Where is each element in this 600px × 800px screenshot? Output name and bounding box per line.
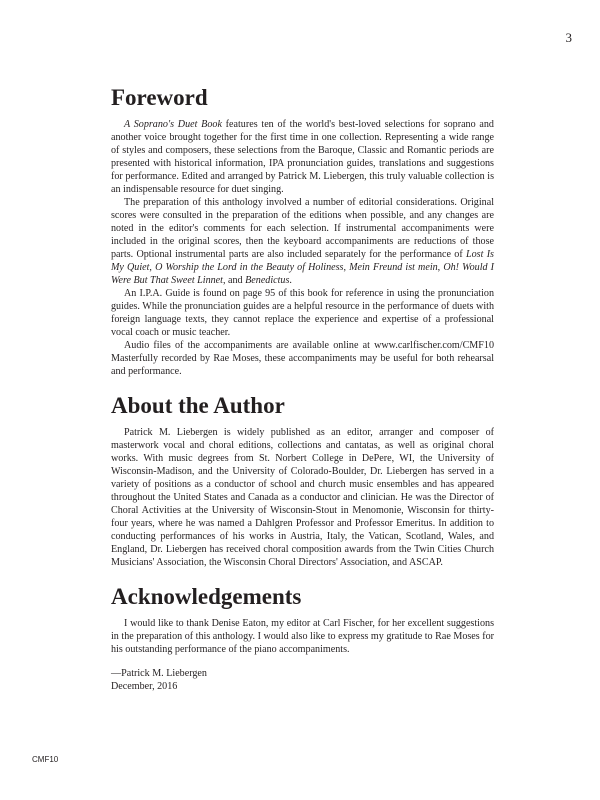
- foreword-paragraph-1: A Soprano's Duet Book features ten of the world's best-loved selections for soprano and another voice brought together for the first time in one collection. Representing a wide range of styles and composers, these selections from the Baroque, Classic and Romantic periods are presented with historical information, IPA pronunciation guides, translations and suggestions for performance. Edited and arranged by Patrick M. Liebergen, this truly valuable collection is an indispensable resource for duet singing.: [111, 119, 494, 195]
- book-title: A Soprano's Duet Book: [124, 119, 222, 130]
- foreword-paragraph-2: The preparation of this anthology involved a number of editorial considerations. Original scores were consulted in the preparation of the editions when possible, and any changes are noted in the editor's comments for each selection. If instrumental accompaniments were included in the original scores, then the keyboard accompaniments are reductions of those parts. Optional instrumental parts are also included separately for the performance of Lost Is My Quiet, O Worship the Lord in the Beauty of Holiness, Mein Freund ist mein, Oh! Would I Were But That Sweet Linnet, and Benedictus.: [111, 197, 495, 286]
- foreword-paragraph-4: Audio files of the accompaniments are available online at www.carlfischer.com/CMF10 Masterfully recorded by Rae Moses, these accompaniments may be useful for both rehearsal and performance.: [111, 340, 494, 377]
- about-paragraph: Patrick M. Liebergen is widely published as an editor, arranger and composer of masterwork vocal and choral editions, collections and cantatas, as well as original choral works. With music degrees from St. Norbert College in DePere, WI, the University of Wisconsin-Madison, and the University of Colorado-Boulder, Dr. Liebergen has served in a variety of positions as a conductor of school and church music ensembles and has appeared throughout the United States and Canada as a conductor and clinician. He was the Director of Choral Activities at the University of Wisconsin-Stout in Menomonie, Wisconsin for thirty-four years, where he was named a Dahlgren Professor and Professor Emeritus. In addition to conducting performances of his works in Austria, Italy, the Vatican, Scotland, Wales, and England, Dr. Liebergen has received choral composition awards from the Twin Cities Church Musicians' Association, the Wisconsin Choral Directors' Association, and ASCAP.: [111, 427, 494, 568]
- acknowledgements-heading: Acknowledgements: [111, 584, 302, 609]
- acknowledgements-section: [111, 583, 494, 693]
- acknowledgements-paragraph: I would like to thank Denise Eaton, my editor at Carl Fischer, for her excellent suggestions in the preparation of this anthology. I would also like to express my gratitude to Rae Moses for his outstanding performance of the piano accompaniments.: [111, 618, 494, 655]
- footer-catalog-code: CMF10: [32, 755, 59, 764]
- signature-block: [111, 667, 494, 693]
- foreword-section: [111, 84, 494, 378]
- about-heading: About the Author: [111, 393, 285, 418]
- signature-name: —Patrick M. Liebergen: [111, 668, 207, 679]
- foreword-paragraph-3: An I.P.A. Guide is found on page 95 of this book for reference in using the pronunciation guides. While the pronunciation guides are a helpful resource in the performance of duets with foreign language texts, they cannot replace the experience and expertise of a professional vocal coach or music teacher.: [111, 288, 494, 338]
- foreword-heading: Foreword: [111, 85, 208, 110]
- page-number: 3: [565, 30, 572, 45]
- about-section: [111, 392, 494, 569]
- signature-date: December, 2016: [111, 681, 178, 692]
- page-content: [111, 84, 494, 693]
